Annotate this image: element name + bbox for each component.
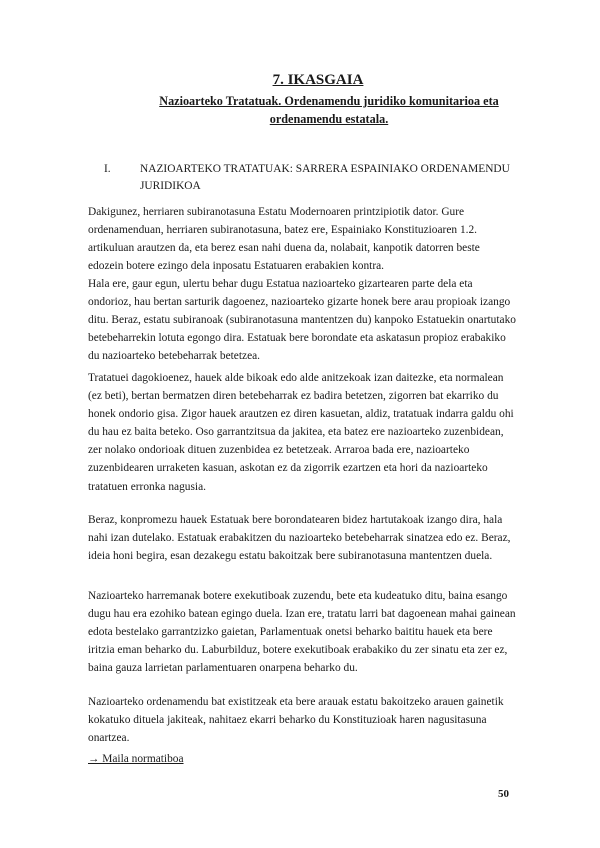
paragraph: Beraz, konpromezu hauek Estatuak bere borondatearen bidez hartutakoak izango dira, hala nahi izan dutelako. Estatuak erabakitzen du nazioarteko betebeharrak sinatzea edo ez. Beraz, ideia honi begira, esan dezakegu estatu bakoitzak bere subiranotasuna mantentzen duela.: [88, 514, 511, 563]
section-title: NAZIOARTEKO TRATATUAK: SARRERA ESPAINIAKO ORDENAMENDU JURIDIKOA: [140, 163, 510, 192]
paragraph: Hala ere, gaur egun, ulertu behar dugu Estatua nazioarteko gizartearen parte dela eta ondorioz, hau bertan sarturik dagoenez, nazioarteko gizarte honek bere arau propioak izango ditu. Beraz, estatu subiranoak (subiranotasuna mantentzen du) kanpoko Estatuekin onartutako betebeharrekin lotuta egongo dira. Estatuak bere borondate eta askatasun propioz erabakiko du nazioarteko betebeharrak betetzea.: [88, 278, 516, 363]
page-number: 50: [498, 788, 509, 800]
section-number: I.: [104, 163, 111, 175]
paragraph: Dakigunez, herriaren subiranotasuna Estatu Modernoaren printzipiotik dator. Gure ordenamenduan, herriaren subiranotasuna, batez ere, Espainiako Konstituzioaren 1.2. artikuluan arautzen da, eta berez esan nahi duena da, nolabait, kanpotik datorren beste edozein botere ezingo dela inposatu Estatuaren erabakien kontra.: [88, 206, 480, 273]
paragraph: Nazioarteko harremanak botere exekutiboak zuzendu, bete eta kudeatuko ditu, baina esango dugu hau era ezohiko batean egingo duela. Izan ere, tratatu larri bat dagoenean mahai gainean edota bestelako garrantzizko gaietan, Parlamentuak onetsi beharko baititu hauek eta bere iritzia eman beharko du. Laburbilduz, botere exekutiboak erabakiko du zer sinatu eta zer ez, baina gauza larrietan parlamentuaren onarpena beharko du.: [88, 590, 516, 675]
maila-normatiboa-link[interactable]: → Maila normatiboa: [88, 753, 184, 765]
lesson-subtitle: Nazioarteko Tratatuak. Ordenamendu juridiko komunitarioa eta ordenamendu estatala.: [159, 94, 499, 126]
paragraph: Tratatuei dagokioenez, hauek alde bikoak edo alde anitzekoak izan daitezke, eta normalean (ez beti), bertan bermatzen diren betebeharrak ez badira betetzen, zigorren bat ekarriko du honek ondorio gisa. Zigor hauek arautzen ez diren kasuetan, aldiz, tratatuak indarra galdu ohi du hau ez baita beteko. Oso garrantzitsua da jakitea, eta batez ere nazioarteko zuzenbidean, zer nolako ondorioak dituen zuzenbidea ez betetzeak. Arraroa bada ere, nazioarteko zuzenbidearen urraketen kasuan, askotan ez da zigorrik ezartzen eta hori da nazioarteko tratatuen erronka nagusia.: [88, 372, 514, 493]
paragraph: Nazioarteko ordenamendu bat existitzeak eta bere arauak estatu bakoitzeko arauen gainetik kokatuko dituela jakiteak, nahitaez ekarri beharko du Konstituzioak haren nagusitasuna onartzea.: [88, 696, 504, 745]
lesson-title: 7. IKASGAIA: [272, 72, 364, 88]
